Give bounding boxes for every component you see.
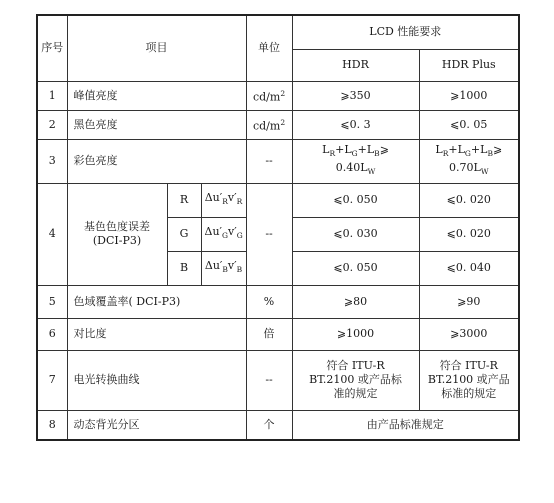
row-channel: R — [167, 183, 201, 217]
header-hdr-plus: HDR Plus — [419, 49, 519, 81]
row-hdr-value: ⩽0. 050 — [292, 183, 419, 217]
row-seq: 6 — [37, 318, 67, 350]
row-seq: 7 — [37, 350, 67, 410]
table-row — [37, 285, 519, 318]
header-seq: 序号 — [37, 15, 67, 81]
table-row — [37, 139, 519, 183]
row-symbol: $\Delta u'_Bv'_B$ — [201, 251, 246, 285]
table-row — [37, 183, 519, 217]
row-hdr-formula: $L_R+L_G+L_B⩾$ $0.40L_W$ — [292, 139, 419, 183]
row-hdr-value: ⩾1000 — [292, 318, 419, 350]
row-unit: 个 — [246, 410, 292, 440]
row-hdr-plus-value: 符合 ITU-R BT.2100 或产品 标准的规定 — [419, 350, 519, 410]
table-row — [37, 81, 519, 110]
header-unit: 单位 — [246, 15, 292, 81]
header-hdr: HDR — [292, 49, 419, 81]
row-seq: 4 — [37, 183, 67, 285]
row-symbol: $\Delta u'_Rv'_R$ — [201, 183, 246, 217]
row-seq: 5 — [37, 285, 67, 318]
row-unit: -- — [246, 350, 292, 410]
row-item: 对比度 — [67, 318, 246, 350]
row-item: 基色色度误差 (DCI-P3) — [67, 183, 167, 285]
row-item: 黑色亮度 — [67, 110, 246, 139]
row-channel: B — [167, 251, 201, 285]
row-unit: 倍 — [246, 318, 292, 350]
table-row — [37, 350, 519, 410]
row-seq: 1 — [37, 81, 67, 110]
row-channel: G — [167, 217, 201, 251]
table-row — [37, 410, 519, 440]
header-item: 项目 — [67, 15, 246, 81]
row-seq: 2 — [37, 110, 67, 139]
lcd-performance-table — [36, 14, 520, 441]
row-hdr-value: ⩽0. 050 — [292, 251, 419, 285]
row-seq: 8 — [37, 410, 67, 440]
row-unit: -- — [246, 139, 292, 183]
row-hdr-value: ⩽0. 030 — [292, 217, 419, 251]
row-item: 彩色亮度 — [67, 139, 246, 183]
row-hdr-plus-value: ⩾90 — [419, 285, 519, 318]
row-unit: % — [246, 285, 292, 318]
row-symbol: $\Delta u'_Gv'_G$ — [201, 217, 246, 251]
row-hdr-plus-value: ⩽0. 020 — [419, 217, 519, 251]
row-hdr-plus-value: ⩾1000 — [419, 81, 519, 110]
row-item: 电光转换曲线 — [67, 350, 246, 410]
row-merged-value: 由产品标准规定 — [292, 410, 519, 440]
row-hdr-plus-value: ⩾3000 — [419, 318, 519, 350]
row-hdr-value: ⩾350 — [292, 81, 419, 110]
row-item: 动态背光分区 — [67, 410, 246, 440]
row-item: 峰值亮度 — [67, 81, 246, 110]
row-hdr-plus-value: ⩽0. 020 — [419, 183, 519, 217]
row-hdr-value: 符合 ITU-R BT.2100 或产品标 准的规定 — [292, 350, 419, 410]
row-hdr-plus-formula: $L_R+L_G+L_B⩾$ $0.70L_W$ — [419, 139, 519, 183]
row-unit: $cd/m^2$ — [246, 110, 292, 139]
row-hdr-value: ⩽0. 3 — [292, 110, 419, 139]
row-unit: $cd/m^2$ — [246, 81, 292, 110]
row-hdr-plus-value: ⩽0. 040 — [419, 251, 519, 285]
row-hdr-plus-value: ⩽0. 05 — [419, 110, 519, 139]
header-lcd-requirements: LCD 性能要求 — [292, 15, 519, 49]
row-item: 色域覆盖率( DCI-P3) — [67, 285, 246, 318]
row-hdr-value: ⩾80 — [292, 285, 419, 318]
row-seq: 3 — [37, 139, 67, 183]
table-row — [37, 318, 519, 350]
row-unit: -- — [246, 183, 292, 285]
table-row — [37, 110, 519, 139]
